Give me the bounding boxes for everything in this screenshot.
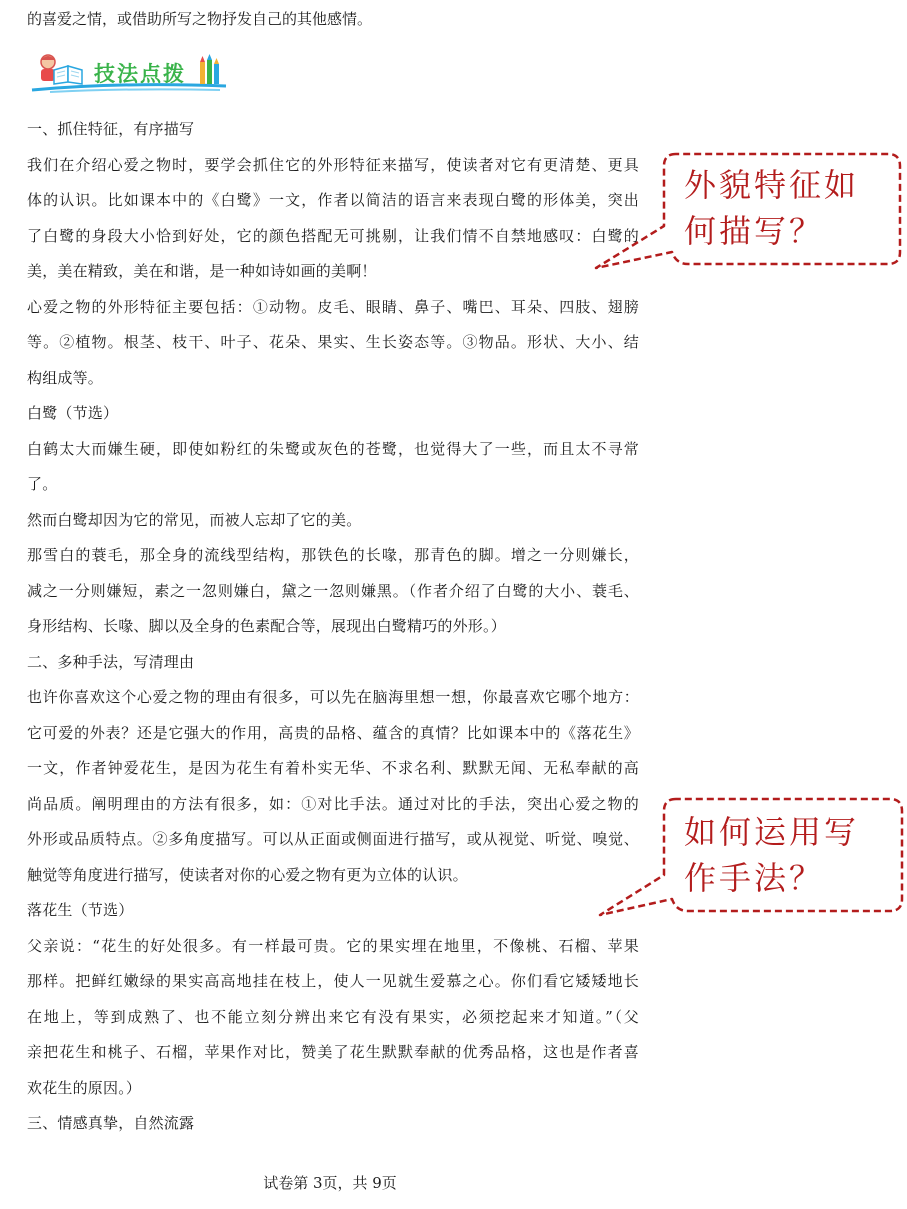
callout-line-1: 外貌特征如 xyxy=(684,166,860,204)
paragraph-line: 在地上，等到成熟了、也不能立刻分辨出来它有没有果实，必须挖起来才知道。”（父 xyxy=(27,1007,639,1026)
badge-title: 技法点拨 xyxy=(94,62,186,86)
paragraph-line: 身形结构、长喙、脚以及全身的色素配合等，展现出白鹭精巧的外形。） xyxy=(27,617,506,635)
paragraph-line: 等。②植物。根茎、枝干、叶子、花朵、果实、生长姿态等。③物品。形状、大小、结 xyxy=(27,333,639,351)
paragraph-line: 了。 xyxy=(27,475,58,493)
paragraph-line: 外形或品质特点。②多角度描写。可以从正面或侧面进行描写，或从视觉、听觉、嗅觉、 xyxy=(27,830,639,848)
paragraph-line: 那雪白的蓑毛，那全身的流线型结构，那铁色的长喙，那青色的脚。增之一分则嫌长， xyxy=(27,546,639,564)
callout-appearance xyxy=(592,148,904,272)
technique-badge xyxy=(30,52,230,96)
paragraph-line: 欢花生的原因。） xyxy=(27,1078,142,1097)
paragraph-line: 体的认识。比如课本中的《白鹭》一文，作者以简洁的语言来表现白鹭的形体美，突出 xyxy=(27,191,639,209)
paragraph-line: 一文，作者钟爱花生，是因为花生有着朴实无华、不求名利、默默无闻、无私奉献的高 xyxy=(27,759,639,777)
paragraph-line: 触觉等角度进行描写，使读者对你的心爱之物有更为立体的认识。 xyxy=(27,865,468,884)
section-heading: 一、抓住特征，有序描写 xyxy=(27,120,195,138)
paragraph-line: 父亲说：“花生的好处很多。有一样最可贵。它的果实埋在地里，不像桃、石榴、苹果 xyxy=(27,936,639,955)
paragraph-line: 也许你喜欢这个心爱之物的理由有很多，可以先在脑海里想一想，你最喜欢它哪个地方： xyxy=(27,688,639,706)
continuation-text: 的喜爱之情，或借助所写之物抒发自己的其他感情。 xyxy=(27,10,373,28)
paragraph-line: 减之一分则嫌短，素之一忽则嫌白，黛之一忽则嫌黑。（作者介绍了白鹭的大小、蓑毛、 xyxy=(27,581,639,600)
section-heading: 二、多种手法，写清理由 xyxy=(27,652,195,671)
callout-line-1: 如何运用写 xyxy=(684,813,860,851)
page-footer: 试卷第 3页，共 9页 xyxy=(263,1174,397,1192)
section-heading: 白鹭（节选） xyxy=(27,404,119,422)
paragraph-line: 心爱之物的外形特征主要包括：①动物。皮毛、眼睛、鼻子、嘴巴、耳朵、四肢、翅膀 xyxy=(27,297,639,316)
paragraph-line: 白鹤太大而嫌生硬，即使如粉红的朱鹭或灰色的苍鹭，也觉得大了一些，而且太不寻常 xyxy=(27,439,639,458)
paragraph-line: 我们在介绍心爱之物时，要学会抓住它的外形特征来描写，使读者对它有更清楚、更具 xyxy=(27,155,639,174)
callout-line-2: 何描写？ xyxy=(684,212,825,250)
callout-line-2: 作手法？ xyxy=(684,859,825,897)
paragraph-line: 尚品质。阐明理由的方法有很多，如：①对比手法。通过对比的手法，突出心爱之物的 xyxy=(27,794,639,813)
paragraph-line: 亲把花生和桃子、石榴，苹果作对比，赞美了花生默默奉献的优秀品格，这也是作者喜 xyxy=(27,1043,639,1061)
paragraph-line: 然而白鹭却因为它的常见，而被人忘却了它的美。 xyxy=(27,510,362,529)
pencils-icon xyxy=(200,54,219,84)
paragraph-line: 了白鹭的身段大小恰到好处，它的颜色搭配无可挑剔，让我们情不自禁地感叹：白鹭的 xyxy=(27,226,639,245)
article-body xyxy=(27,112,639,1142)
paragraph-line: 那样。把鲜红嫩绿的果实高高地挂在枝上，使人一见就生爱慕之心。你们看它矮矮地长 xyxy=(27,972,639,990)
section-heading: 三、情感真挚，自然流露 xyxy=(27,1114,195,1132)
paragraph-line: 它可爱的外表？还是它强大的作用，高贵的品格、蕴含的真情？比如课本中的《落花生》 xyxy=(27,723,639,742)
paragraph-line: 美，美在精致，美在和谐，是一种如诗如画的美啊！ xyxy=(27,262,377,280)
section-heading: 落花生（节选） xyxy=(27,901,134,919)
callout-techniques xyxy=(596,795,906,919)
paragraph-line: 构组成等。 xyxy=(27,368,104,387)
